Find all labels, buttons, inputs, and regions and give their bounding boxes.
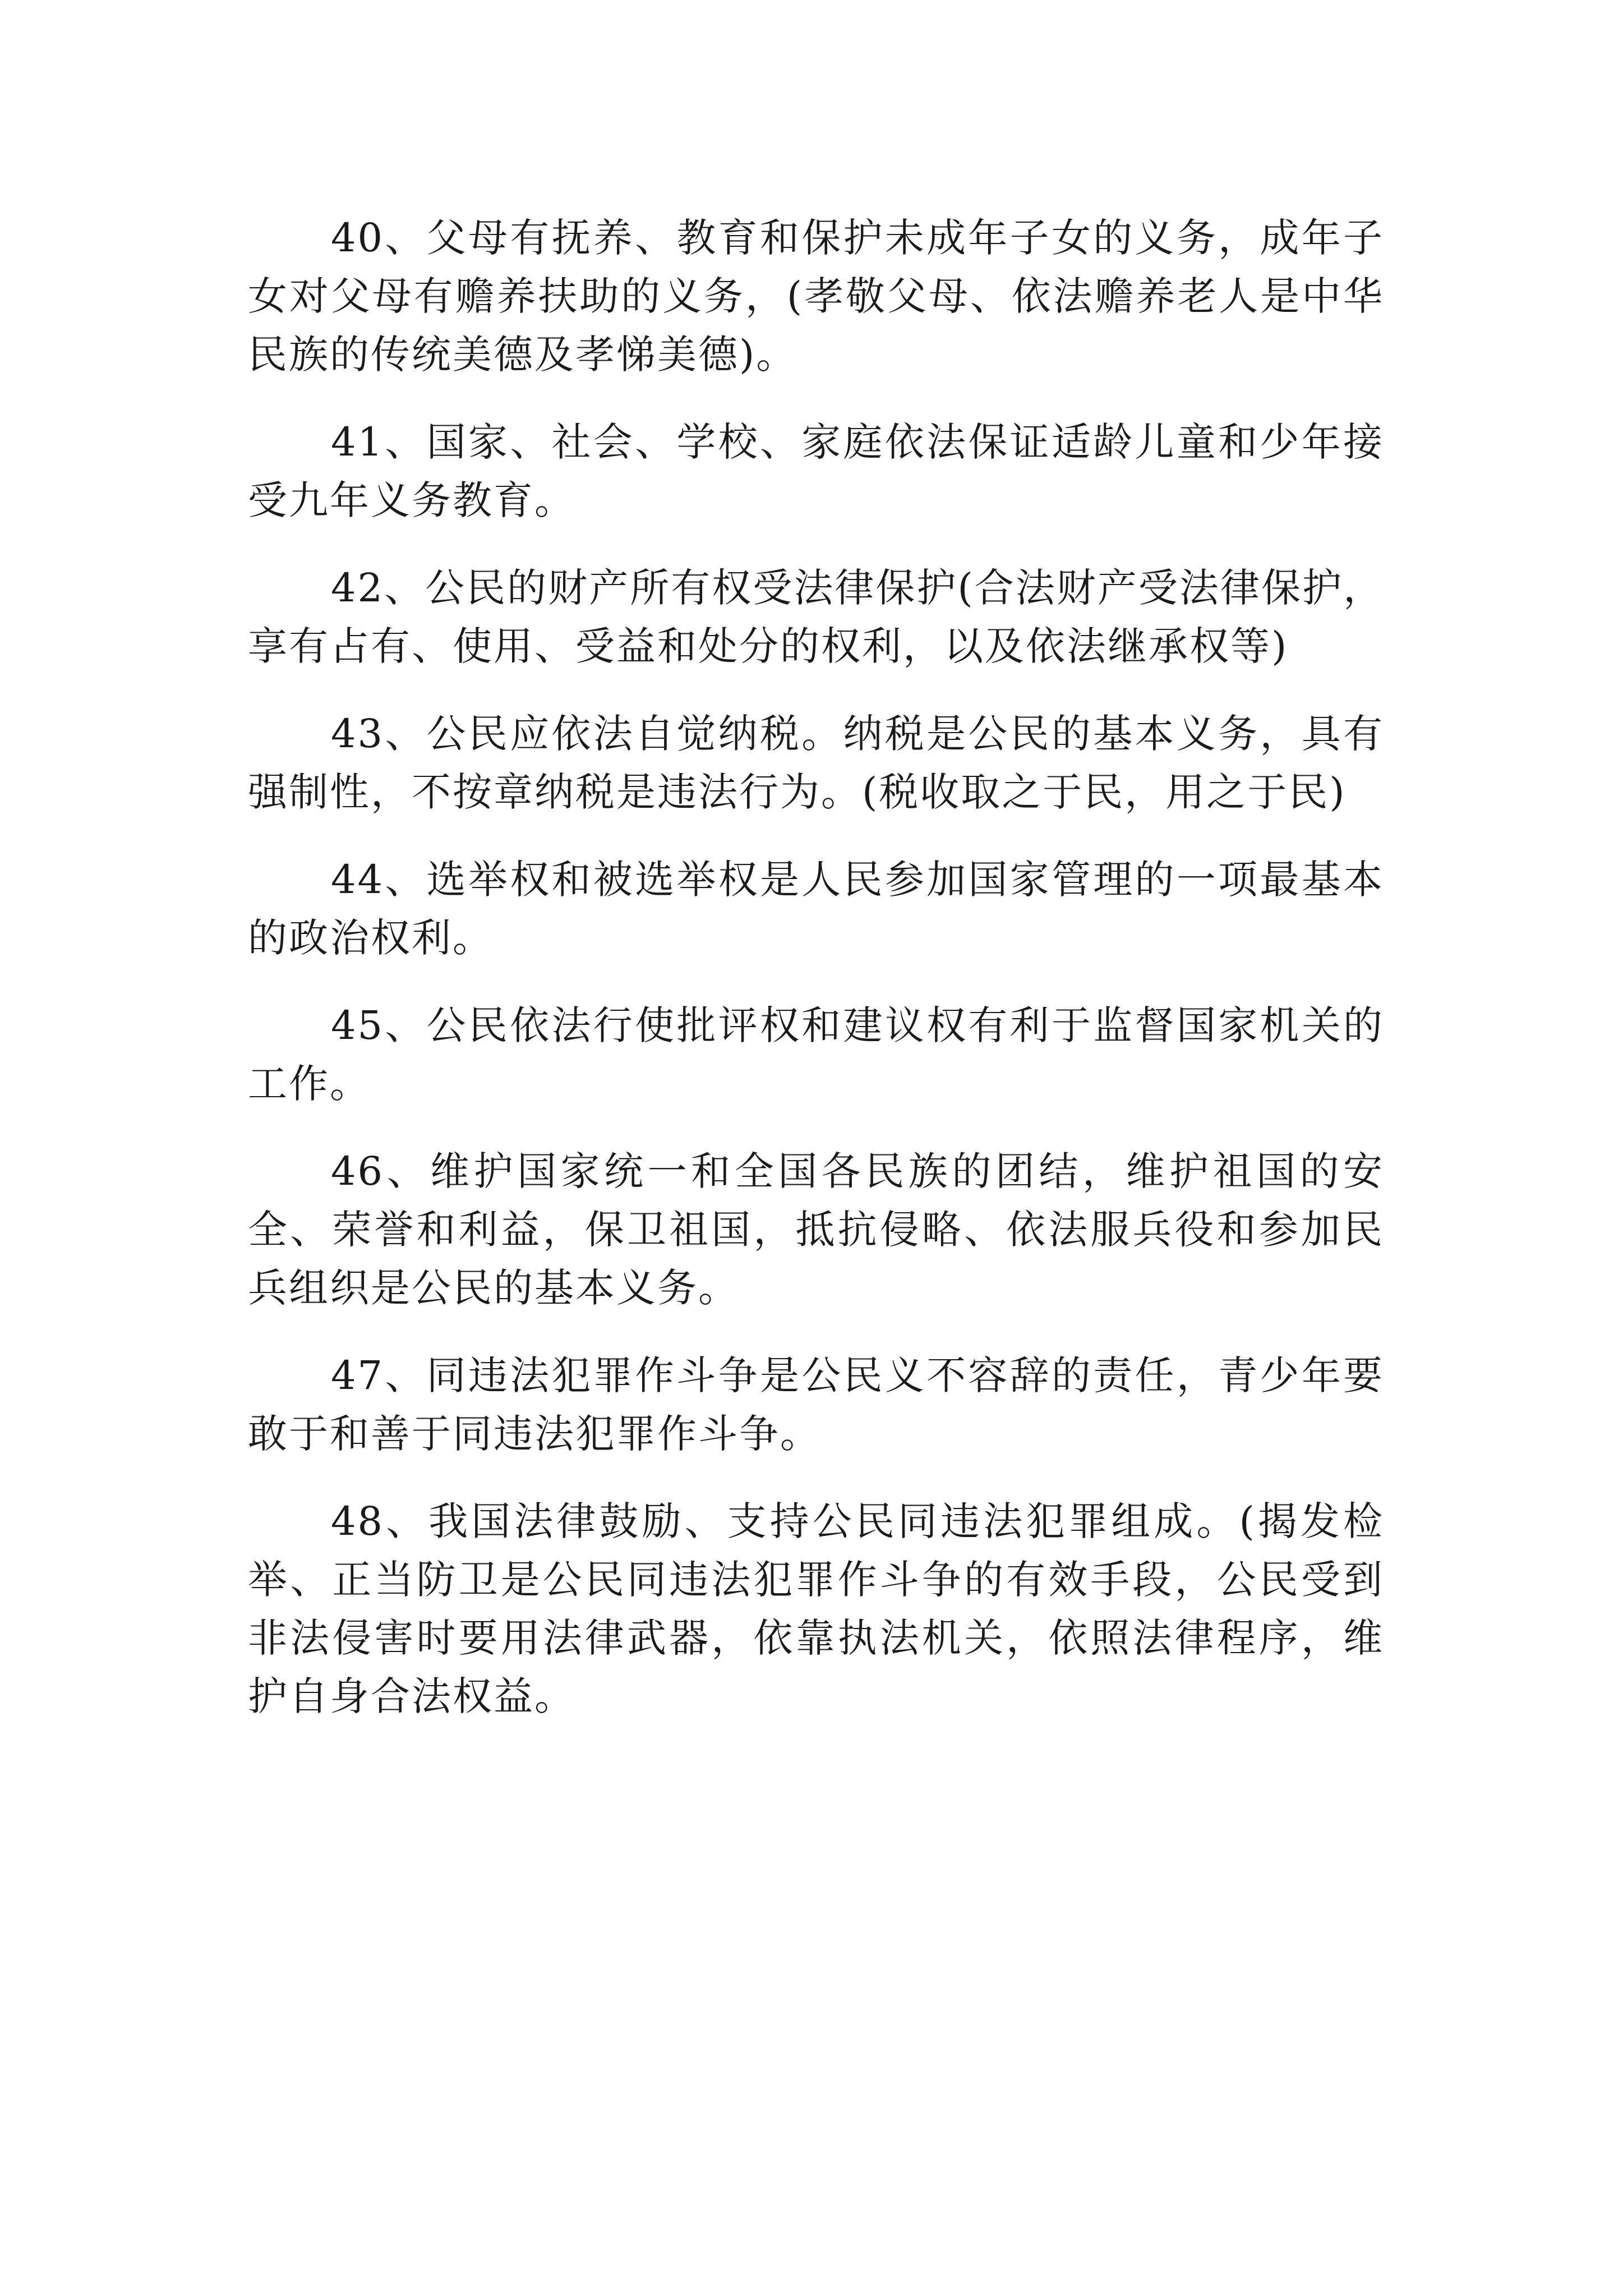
paragraph-47: 47、同违法犯罪作斗争是公民义不容辞的责任，青少年要敢于和善于同违法犯罪作斗争。 [248, 1352, 1384, 1457]
paragraph-41: 41、国家、社会、学校、家庭依法保证适龄儿童和少年接受九年义务教育。 [248, 419, 1384, 523]
document-page [248, 209, 1384, 1755]
paragraph-45: 45、公民依法行使批评权和建议权有利于监督国家机关的工作。 [248, 1002, 1384, 1107]
paragraph-42: 42、公民的财产所有权受法律保护(合法财产受法律保护，享有占有、使用、受益和处分的权利，以及依法继承权等) [248, 565, 1384, 669]
paragraph-44: 44、选举权和被选举权是人民参加国家管理的一项最基本的政治权利。 [248, 857, 1384, 961]
paragraph-46: 46、维护国家统一和全国各民族的团结，维护祖国的安全、荣誉和利益，保卫祖国，抵抗侵略、依法服兵役和参加民兵组织是公民的基本义务。 [248, 1148, 1384, 1311]
paragraph-48: 48、我国法律鼓励、支持公民同违法犯罪组成。(揭发检举、正当防卫是公民同违法犯罪作斗争的有效手段，公民受到非法侵害时要用法律武器，依靠执法机关，依照法律程序，维护自身合法权益。 [248, 1498, 1384, 1719]
paragraph-43: 43、公民应依法自觉纳税。纳税是公民的基本义务，具有强制性，不按章纳税是违法行为。(税收取之于民，用之于民) [248, 711, 1384, 815]
paragraph-40: 40、父母有抚养、教育和保护未成年子女的义务，成年子女对父母有赡养扶助的义务，(孝敬父母、依法赡养老人是中华民族的传统美德及孝悌美德)。 [248, 215, 1384, 378]
